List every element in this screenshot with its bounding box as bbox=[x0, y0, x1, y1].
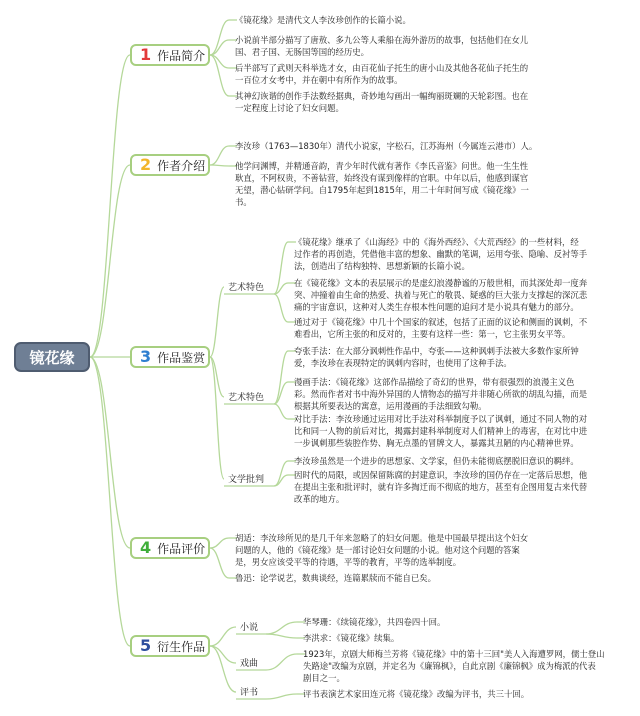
leaf-text: 对比手法：李汝珍通过运用对比手法对科举制度予以了讽刺，通过不同人物的对 比和同一人物的前后对比，揭露封建科举制度对人们精神上的毒害，在对比中进 一步讽刺那些装腔作势、胸无点墨的冒牌文人，暴露其丑陋的内心精神世界。 bbox=[294, 414, 588, 448]
topic-number: 4 bbox=[140, 538, 152, 557]
sub-topic-label[interactable]: 评书 bbox=[240, 688, 259, 698]
connector-line bbox=[210, 20, 229, 55]
topic-node-3[interactable] bbox=[130, 346, 210, 368]
connector-line bbox=[90, 55, 130, 357]
connector-line bbox=[266, 654, 297, 670]
topic-number: 3 bbox=[140, 347, 152, 366]
leaf-text: 夸张手法：在大部分讽刺性作品中，夸张——这种讽刺手法被大多数作家所钟 爱，李汝珍在表现特定的讽刺内容时，也使用了这种手法。 bbox=[294, 346, 579, 368]
connector-line bbox=[90, 357, 130, 548]
leaf-text: 李汝珍（1763—1830年）清代小说家，字松石，江苏海州（今属连云港市）人。 bbox=[235, 141, 538, 151]
connector-line bbox=[274, 242, 288, 294]
leaf-text: 漫画手法：《镜花缘》这部作品描绘了奇幻的世界，带有很强烈的浪漫主义色 彩。然而作者对书中海外异国的人情物态的描写并非随心所欲的胡乱勾描，而是 根据其所要表达的寓意，运用漫画的手法细致勾勒。 bbox=[294, 377, 588, 411]
leaf-text: 1923年，京剧大师梅兰芳将《镜花缘》中的第十三回"美人入海遭罗网，儒士登山 失路途"改编为京剧，并定名为《廉锦枫》，自此京剧《廉锦枫》成为梅派的代表 剧目之一。 bbox=[303, 649, 605, 683]
leaf-text: 《镜花缘》是清代文人李汝珍创作的长篇小说。 bbox=[235, 15, 411, 25]
leaf-text: 小说前半部分描写了唐敖、多九公等人乘船在海外游历的故事，包括他们在女儿 国、君子国、无肠国等国的经历史。 bbox=[235, 35, 529, 57]
connector-line bbox=[210, 646, 236, 663]
sub-topic-label[interactable]: 艺术特色 bbox=[228, 283, 265, 293]
connector-line bbox=[266, 622, 297, 634]
connector-line bbox=[274, 404, 288, 419]
root-label: 镜花缘 bbox=[29, 348, 75, 367]
topic-label: 作品鉴赏 bbox=[157, 350, 206, 365]
topic-node-4[interactable] bbox=[130, 537, 210, 559]
topic-label: 作品简介 bbox=[157, 48, 206, 63]
leaf-text: 华琴珊：《续镜花缘》，共四卷四十回。 bbox=[303, 617, 446, 627]
connector-line bbox=[266, 634, 297, 638]
connector-line bbox=[210, 40, 229, 55]
connector-line bbox=[210, 146, 229, 165]
leaf-text: 在《镜花缘》文本的表层展示的是虚幻浪漫静谧的万般世相，而其深处却一度奔 突、冲撞着由生命的热爱、执着与死亡的敬畏、疑惑的巨大张力支撑起的深沉悲 痛的宇宙意识，这种对人类生存根本性问题的追问才是小说具有魅力的部分。 bbox=[294, 278, 588, 312]
sub-topic-label[interactable]: 小说 bbox=[240, 623, 259, 633]
connector-line bbox=[210, 538, 229, 548]
topic-node-2[interactable] bbox=[130, 154, 210, 176]
topic-number: 1 bbox=[140, 45, 152, 64]
topic-number: 5 bbox=[140, 636, 152, 655]
leaf-text: 后半部写了武则天科举选才女，由百花仙子托生的唐小山及其他各花仙子托生的 一百位才女考中，并在朝中有所作为的故事。 bbox=[235, 63, 529, 85]
leaf-text: 胡适：李汝珍所见的是几千年来忽略了的妇女问题。他是中国最早提出这个妇女 问题的人，他的《镜花缘》是一部讨论妇女问题的小说。他对这个问题的答案 是，男女应该受平等的待遇，平等的教育，平等的选举制度。 bbox=[235, 533, 529, 567]
sub-topic-label[interactable]: 艺术特色 bbox=[228, 393, 265, 403]
leaf-text: 李洪求：《镜花缘》续集。 bbox=[303, 633, 400, 643]
topic-label: 作者介绍 bbox=[157, 158, 206, 173]
sub-topic-label[interactable]: 戏曲 bbox=[240, 659, 259, 669]
connector-line bbox=[274, 351, 288, 404]
leaf-text: 通过对于《镜花缘》中几十个国家的叙述，包括了正面的议论和侧面的讽刺，不 难看出，它所主张的和反对的，主要有这样一些：第一，它主张男女平等。 bbox=[294, 317, 588, 339]
connector-line bbox=[90, 357, 130, 646]
connector-line bbox=[210, 627, 236, 646]
leaf-text: 他学问渊博，并精通音韵，青少年时代就有著作《李氏音鉴》问世。他一生生性 耿直，不阿权贵，不善钻营，始终没有谋到像样的官职。中年以后，他感到谋官 无望，潜心钻研学问。自1795年起到1815年，用二十年时间写成《镜花缘》一 书。 bbox=[235, 161, 529, 207]
root-node[interactable] bbox=[14, 342, 90, 372]
topic-node-1[interactable] bbox=[130, 44, 210, 66]
leaf-text: 因时代的局限，或因保留陈腐的封建意识，李汝珍的国仍存在一定落后思想，他 在提出主张和批评时，就有许多掏迁而不彻底的地方，甚至有企图用复古来代替 改革的地方。 bbox=[294, 470, 588, 504]
connector-line bbox=[90, 165, 130, 357]
leaf-text: 评书表演艺术家田连元将《镜花缘》改编为评书，共三十回。 bbox=[303, 689, 530, 699]
leaf-text: 鲁迅：论学说艺，数典谈经，连篇累牍而不能自已矣。 bbox=[235, 573, 436, 583]
connector-line bbox=[266, 694, 297, 699]
leaf-text: 《镜花缘》继承了《山海经》中的《海外西经》、《大荒西经》的一些材料，经 过作者的再创造，凭借他丰富的想象、幽默的笔调，运用夸张、隐喻、反衬等手 法，创造出了结构独特、思想新颖的长篇小说。 bbox=[294, 237, 588, 271]
connector-line bbox=[210, 548, 229, 578]
topic-number: 2 bbox=[140, 155, 152, 174]
topic-label: 作品评价 bbox=[157, 541, 206, 556]
connector-line bbox=[210, 165, 229, 166]
leaf-text: 其神幻诙谐的创作手法数经据典，奇妙地勾画出一幅绚丽斑斓的天轮彩图。也在 一定程度上讨论了妇女问题。 bbox=[235, 91, 529, 113]
connector-line bbox=[274, 294, 288, 322]
topic-node-5[interactable] bbox=[130, 635, 210, 657]
connector-line bbox=[210, 287, 224, 357]
leaf-text: 李汝珍虽然是一个进步的思想家、文学家，但仍未能彻底摆脱旧意识的羁绊。 bbox=[294, 456, 579, 466]
connector-line bbox=[210, 646, 236, 692]
sub-topic-label[interactable]: 文学批判 bbox=[228, 475, 265, 485]
connector-line bbox=[274, 461, 288, 486]
topic-label: 衍生作品 bbox=[157, 639, 206, 654]
